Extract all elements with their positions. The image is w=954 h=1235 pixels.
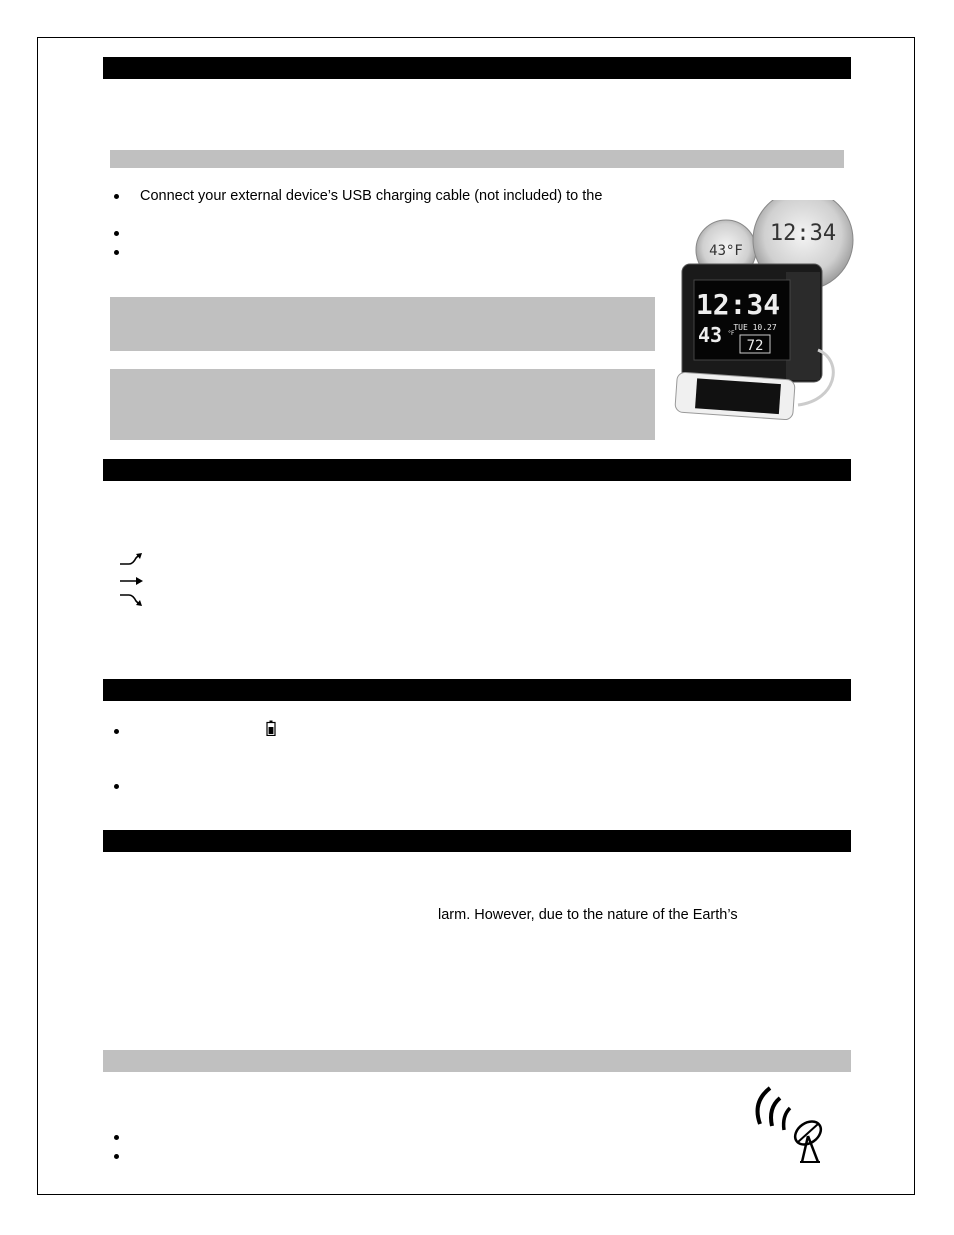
radio-tower-icon bbox=[752, 1084, 832, 1166]
usb-bullet-text: Connect your external device’s USB charging cable (not included) to the bbox=[140, 188, 603, 204]
clock-product-image bbox=[668, 200, 858, 445]
section-header-bar bbox=[103, 57, 851, 79]
bullet bbox=[114, 1154, 119, 1159]
section-header-bar bbox=[103, 459, 851, 481]
battery-icon bbox=[266, 720, 276, 736]
earth-text-fragment: larm. However, due to the nature of the Earth’s bbox=[438, 907, 738, 923]
bullet bbox=[114, 1135, 119, 1140]
projected-time: 12:34 bbox=[769, 221, 837, 246]
bullet bbox=[114, 250, 119, 255]
display-date: TUE 10.27 bbox=[733, 323, 777, 332]
section-header-bar bbox=[103, 679, 851, 701]
bullet bbox=[114, 194, 119, 199]
note-box bbox=[110, 297, 655, 351]
note-box bbox=[110, 369, 655, 440]
display-indoor: 72 bbox=[746, 338, 764, 354]
trend-up-arrow-icon bbox=[119, 552, 145, 566]
display-temp-unit: °F bbox=[728, 330, 735, 337]
usb-subheader-bar bbox=[110, 150, 844, 168]
display-temp: 43 bbox=[697, 323, 723, 347]
bullet bbox=[114, 729, 119, 734]
section-header-bar bbox=[103, 830, 851, 852]
reception-subheader-bar bbox=[103, 1050, 851, 1072]
projected-temp: 43°F bbox=[709, 243, 743, 259]
display-time: 12:34 bbox=[695, 288, 781, 321]
trend-steady-arrow-icon bbox=[119, 575, 145, 587]
bullet bbox=[114, 784, 119, 789]
trend-down-arrow-icon bbox=[119, 593, 145, 607]
bullet bbox=[114, 231, 119, 236]
